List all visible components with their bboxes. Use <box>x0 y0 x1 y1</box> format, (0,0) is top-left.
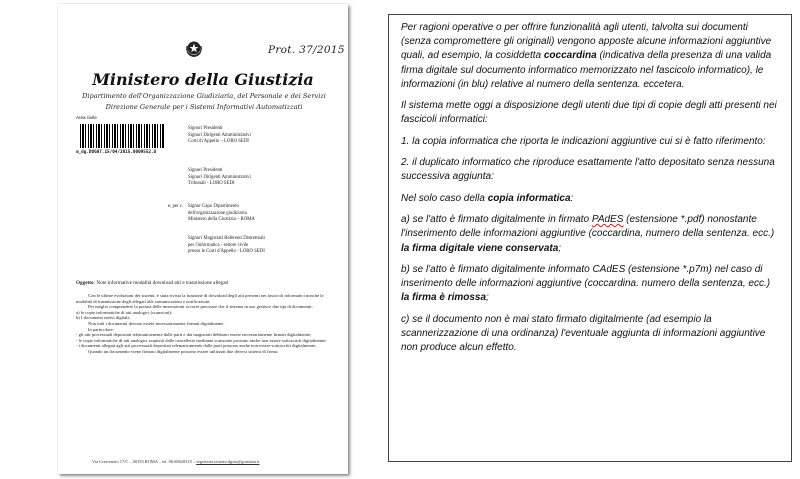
scanned-letter <box>58 4 348 474</box>
addressee-department-head: Signor Capo Dipartimento dell'organizzazione giudiziaria Ministero della Giustizia – ROMA <box>188 204 255 222</box>
addressee-courts-of-appeal: Signori Presidenti Signori Dirigenti Amministrativi Corti di Appello – LORO SEDI <box>188 126 251 144</box>
panel-paragraph-6 <box>401 213 779 256</box>
panel-paragraph-4: 2. il duplicato informatico che riproduce esattamente l'atto depositato senza nessuna successiva aggiunta: <box>401 157 775 183</box>
signature-removed-text: la firma è rimossa <box>401 292 487 304</box>
panel-paragraph-7 <box>401 263 779 306</box>
letter-paragraph: - le copie informatiche di atti analogici acquisiti dalle cancellerie mediante scansione possono anche non essere sottoscritti digitalmente; <box>76 337 327 343</box>
letter-paragraph: a) le copie informatiche di atti analogici (scansioni); <box>76 309 173 315</box>
addressee-district-magistrates: Signori Magistrati Referenti Distrettuali per l'informatica - settore civile presso le Corti d'Appello - LORO SEDI <box>188 236 265 254</box>
text: Per ragioni operative o per offrire funzionalità agli utenti, talvolta sui documenti (senza compromettere gli originali) vengono apposte alcune informazioni aggiuntive quali, ad esempio, la cosiddetta <box>401 22 772 62</box>
letter-paragraph: Per meglio comprendere la portata delle innovazioni occorre precisare che il sistema in uso gestisce due tipi di documenti: <box>88 304 313 310</box>
text: : <box>570 192 574 204</box>
barcode <box>80 124 164 148</box>
text: (estensione *.pdf) nonostante l'inserimento delle informazioni aggiuntive (coccardina, numero della sentenza. ecc.) <box>401 214 775 240</box>
footer-email: segreteria.sistemi.dgsia@giustizia.it <box>196 459 260 464</box>
subject-label: Oggetto <box>76 280 94 286</box>
directorate-name: Direzione Generale per i Sistemi Informativi Automatizzati <box>105 103 303 111</box>
letter-paragraph: Con le ultime evoluzioni dei sistemi, è stata rivista la funzione di download degli atti presenti nei fascicoli informatici nonché le modalità di trasmissione degli allegati alle comunicazioni e notificazioni. <box>76 293 324 304</box>
letter-paragraph: In particolare: <box>88 326 114 332</box>
area-label: Area civile <box>76 115 97 120</box>
department-name: Dipartimento dell'Organizzazione Giudiziaria, del Personale e dei Servizi <box>82 92 326 100</box>
text: (indicativa della presenza di una valida firma digitale sul documento informatico memorizzato nel fascicolo informatico), le informazioni (in blu) relative al numero della sentenza. eccetera. <box>401 50 772 90</box>
explanation-text-box <box>388 14 792 462</box>
ministry-title: Ministero della Giustizia <box>92 70 314 89</box>
coccardina-term: coccardina <box>543 50 597 62</box>
republic-emblem-icon <box>184 38 204 60</box>
letter-paragraph: - gli atti processuali depositati telematicamente dalle parti e dai magistrati debbono essere necessariamente firmati digitalmente; <box>76 332 312 338</box>
panel-paragraph-3: 1. la copia informatica che riporta le indicazioni aggiuntive cui si è fatto riferimento: <box>401 135 766 147</box>
text: b) se l'atto è firmato digitalmente informato CAdES (estensione *.p7m) nel caso di inserimento delle informazioni aggiuntive (coccardina. numero della sentenza, ecc.) <box>401 263 771 290</box>
addressee-tribunals: Signori Presidenti Signori Dirigenti Amministrativi Tribunali - LORO SEDI <box>188 168 251 186</box>
panel-paragraph-2: Il sistema mette oggi a disposizione degli utenti due tipi di copie degli atti presenti nei fascicoli informatici: <box>401 100 777 126</box>
subject-line <box>76 280 228 286</box>
letter-body <box>76 293 338 355</box>
letter-paragraph: b) I documenti nativi digitali; <box>76 315 131 321</box>
panel-paragraph-8: c) se il documento non è mai stato firmato digitalmente (ad esempio la scannerizzazione di una ordinanza) l'eventuale aggiunta di informazioni aggiuntive non produce alcun effetto. <box>401 313 766 354</box>
copia-informatica-term: copia informatica <box>487 192 571 204</box>
text: Nel solo caso della <box>401 192 488 204</box>
panel-paragraph-5 <box>401 192 779 206</box>
footer-address: Via Crescenzio 17/C – 00193 ROMA – tel. 06.68620319 – <box>92 459 196 464</box>
subject-text: : Note informative modalità download atti e trasmissione allegati <box>93 280 229 286</box>
panel-paragraph-1 <box>401 21 779 92</box>
letter-paragraph: Non tutti i documenti devono essere necessariamente firmati digitalmente. <box>88 320 225 326</box>
text: ; <box>558 242 562 254</box>
letter-footer <box>92 459 260 464</box>
letter-paragraph: - i documenti allegati agli atti processuali depositati telematicamente dalle parti possono anche non essere sottoscritti digitalmente; <box>76 343 317 349</box>
text: a) se l'atto è firmato digitalmente in firmato <box>401 214 592 226</box>
pades-term: PAdES <box>591 214 624 226</box>
barcode-text: m_dg.DOG07.15/04/2015.0009552.U <box>76 150 157 155</box>
signature-kept-text: la firma digitale viene conservata <box>401 242 559 254</box>
protocol-number: Prot. 37/2015 <box>268 44 345 56</box>
cc-label: e, per c. <box>168 204 184 209</box>
text: ; <box>486 292 489 304</box>
letter-paragraph: Quando un documento viene firmato digitalmente possono essere utilizzati due diversi sistemi di firma: <box>88 348 279 354</box>
